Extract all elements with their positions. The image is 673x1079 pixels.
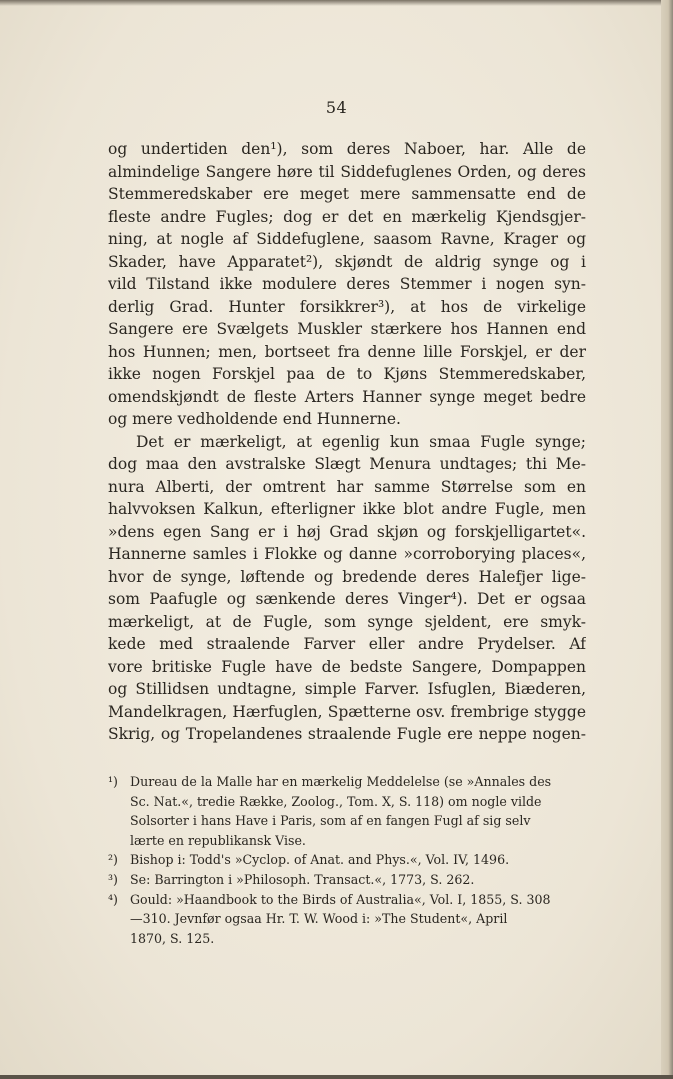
footnote-text: Gould: »Haandbook to the Birds of Australia«, Vol. I, 1855, S. 308 [130,891,551,907]
text-line: som Paafugle og sænkende deres Vinger⁴). Det er ogsaa [108,590,586,608]
text-line: Det er mærkeligt, at egenlig kun smaa Fugle synge; [136,432,586,451]
text-line: og mere vedholdende end Hunnerne. [108,410,401,428]
footnote-line [108,792,586,812]
footnote-line [108,772,586,792]
footnotes [108,772,586,948]
text-line: dog maa den avstralske Slægt Menura undtages; thi Me- [108,455,586,473]
footnote-text: Dureau de la Malle har en mærkelig Meddelelse (se »Annales des [130,774,552,789]
footnote-mark: ⁴) [108,891,118,907]
text-line: Stemmeredskaber ere meget mere sammensatte end de [108,185,586,203]
footnote-text: Sc. Nat.«, tredie Række, Zoolog., Tom. X, S. 118) om nogle vilde [130,793,542,809]
footnote-text: lærte en republikansk Vise. [130,832,306,848]
footnote-mark: ¹) [108,774,118,789]
page-number: 54 [325,98,348,117]
text-line: ikke nogen Forskjel paa de to Kjøns Stemmeredskaber, [108,365,586,383]
footnote-mark: ²) [108,852,118,868]
page-bottom-edge [0,1075,673,1079]
text-line: hvor de synge, løftende og bredende deres Halefjer lige- [108,567,586,586]
footnote-line [108,811,586,831]
footnote-line [108,870,586,890]
footnote-text: Bishop i: Todd's »Cyclop. of Anat. and Phys.«, Vol. IV, 1496. [130,852,510,868]
footnote-line [108,850,586,870]
footnote-line [108,831,586,851]
text-line: vore britiske Fugle have de bedste Sangere, Dompappen [108,657,586,676]
text-line: nura Alberti, der omtrent har samme Størrelse som en [108,477,586,496]
text-line: kede med straalende Farver eller andre Prydelser. Af [108,635,586,653]
text-line: Sangere ere Svælgets Muskler stærkere hos Hannen end [108,320,586,338]
text-line: fleste andre Fugles; dog er det en mærkelig Kjendsgjer- [108,207,586,226]
text-line: almindelige Sangere høre til Siddefuglenes Orden, og deres [108,162,586,181]
text-line: Mandelkragen, Hærfuglen, Spætterne osv. frembrige stygge [108,702,586,721]
text-line: ning, at nogle af Siddefuglene, saasom Ravne, Krager og [108,230,586,248]
footnote-mark: ³) [108,871,118,887]
text-line: mærkeligt, at de Fugle, som synge sjeldent, ere smyk- [108,612,586,631]
footnote-line [108,890,586,910]
text-line: og Stillidsen undtagne, simple Farver. Isfuglen, Biæderen, [108,680,586,698]
footnote-text: —310. Jevnfør ogsaa Hr. T. W. Wood i: »The Student«, April [130,911,508,927]
text-line: hos Hunnen; men, bortseet fra denne lille Forskjel, er der [108,342,586,361]
text-line: halvvoksen Kalkun, efterligner ikke blot andre Fugle, men [108,500,586,518]
text-line: »dens egen Sang er i høj Grad skjøn og forskjelligartet«. [108,522,586,541]
body-text [108,138,586,746]
text-line: Skrig, og Tropelandenes straalende Fugle ere neppe nogen- [108,725,586,743]
text-line: vild Tilstand ikke modulere deres Stemmer i nogen syn- [108,275,586,293]
text-line: Hannerne samles i Flokke og danne »corroborying places«, [108,545,586,563]
footnote-line [108,929,586,949]
page-top-shadow [0,0,673,6]
page-right-edge [661,0,673,1079]
text-line: omendskjøndt de fleste Arters Hanner synge meget bedre [108,387,586,406]
text-line: derlig Grad. Hunter forsikkrer³), at hos de virkelige [108,297,586,316]
text-line: Skader, have Apparatet²), skjøndt de aldrig synge og i [108,252,586,271]
text-line: og undertiden den¹), som deres Naboer, har. Alle de [108,140,586,158]
footnote-text: Se: Barrington i »Philosoph. Transact.«, 1773, S. 262. [130,871,475,887]
footnote-text: 1870, S. 125. [130,930,215,946]
footnote-line [108,909,586,929]
footnote-text: Solsorter i hans Have i Paris, som af en fangen Fugl af sig selv [130,813,531,829]
